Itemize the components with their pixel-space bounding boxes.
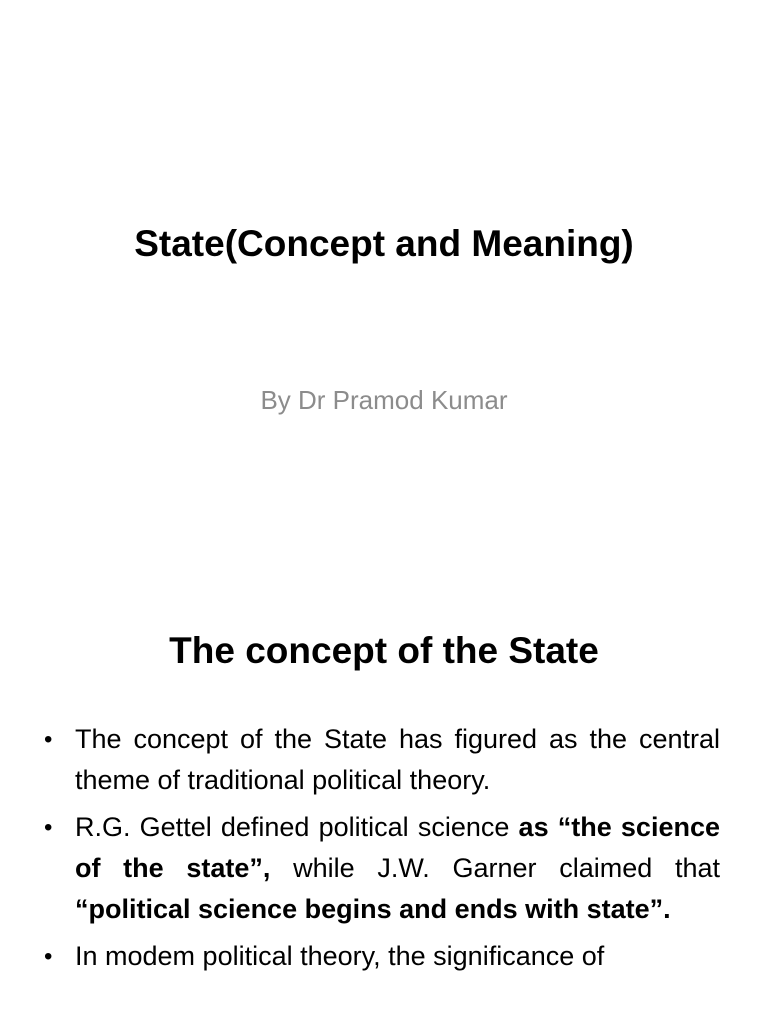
content-slide [0, 576, 768, 1024]
bullet-icon: • [44, 943, 53, 970]
bullet-icon: • [44, 814, 53, 841]
bullet-item-1 [44, 719, 720, 801]
slide-title: The concept of the State [169, 630, 599, 671]
author-subtitle: By Dr Pramod Kumar [260, 385, 508, 415]
bullet-text-bold: as “the science of the state”, [75, 812, 720, 883]
bullet-text: In modem political theory, the significance of [75, 941, 605, 971]
presentation-title: State(Concept and Meaning) [134, 223, 634, 264]
bullet-text: while J.W. Garner claimed that [270, 853, 720, 883]
bullet-item-2 [44, 807, 720, 930]
bullet-icon: • [44, 726, 53, 753]
bullet-text: R.G. Gettel defined political science [75, 812, 519, 842]
bullet-text-bold: “political science begins and ends with state”. [75, 894, 671, 924]
bullet-text: The concept of the State has figured as the central theme of traditional political theory. [75, 724, 720, 795]
bullet-item-3 [44, 936, 720, 977]
bullet-list [44, 719, 720, 983]
